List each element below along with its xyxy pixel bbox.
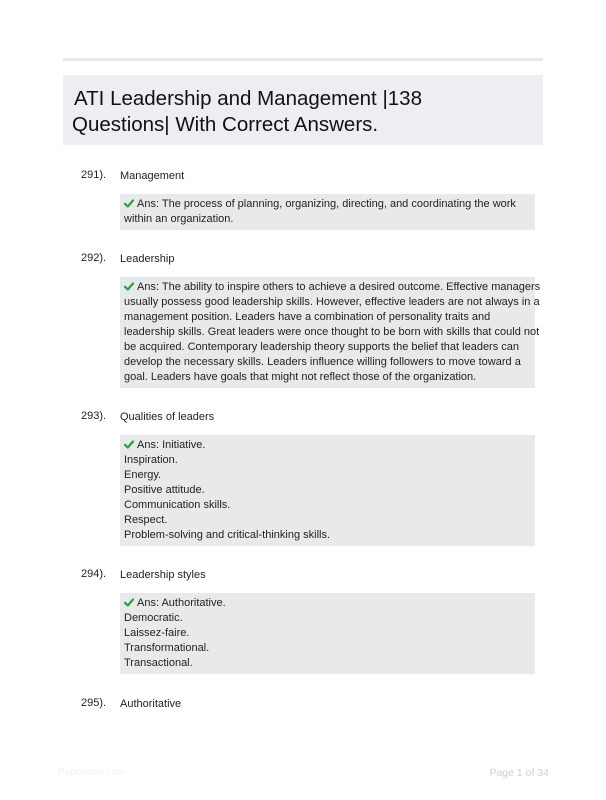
question-number: 293). <box>81 410 107 422</box>
answer-line: leadership skills. Great leaders were once thought to be born with skills that could not <box>124 326 540 338</box>
answer-line: Inspiration. <box>124 454 178 466</box>
answer-box <box>120 277 541 388</box>
document-title-line-1: ATI Leadership and Management |138 <box>74 87 422 110</box>
answer-box <box>120 435 535 546</box>
question-term: Qualities of leaders <box>120 411 215 423</box>
question-row <box>81 567 535 589</box>
question-term: Authoritative <box>120 698 182 710</box>
answer-line: Positive attitude. <box>124 484 205 496</box>
answer-line: within an organization. <box>124 213 234 225</box>
question-block <box>81 696 535 718</box>
answer-line: Ans: Initiative. <box>124 438 531 453</box>
check-icon <box>124 440 134 449</box>
answer-line: develop the necessary skills. Leaders influence willing followers to move toward a <box>124 356 521 368</box>
answer-box <box>120 194 535 230</box>
top-divider <box>63 58 543 61</box>
answer-line: goal. Leaders have goals that might not reflect those of the organization. <box>124 371 477 383</box>
answer-line: Communication skills. <box>124 499 231 511</box>
check-icon <box>124 199 134 208</box>
question-block <box>81 567 535 674</box>
answer-line: Problem-solving and critical-thinking skills. <box>124 529 331 541</box>
answer-line: Respect. <box>124 514 168 526</box>
question-row <box>81 168 535 190</box>
answer-line: Ans: Authoritative. <box>124 596 531 611</box>
answer-line: Ans: The process of planning, organizing, directing, and coordinating the work <box>124 197 531 212</box>
answer-line: usually possess good leadership skills. However, effective leaders are not always in a <box>124 296 540 308</box>
question-row <box>81 409 535 431</box>
answer-line: Transactional. <box>124 657 193 669</box>
answer-line: management position. Leaders have a combination of personality traits and <box>124 311 491 323</box>
question-term: Leadership styles <box>120 569 206 581</box>
answer-line: Laissez-faire. <box>124 627 190 639</box>
footer-watermark: Paperlibre.com <box>58 767 126 778</box>
question-number: 291). <box>81 169 107 181</box>
question-row <box>81 251 535 273</box>
question-block <box>81 251 541 388</box>
answer-line: Ans: The ability to inspire others to achieve a desired outcome. Effective managers <box>124 280 531 295</box>
answer-line: Energy. <box>124 469 162 481</box>
question-block <box>81 409 535 546</box>
document-title-line-2: Questions| With Correct Answers. <box>72 113 379 136</box>
question-number: 295). <box>81 697 107 709</box>
page-indicator: Page 1 of 34 <box>489 767 549 779</box>
question-number: 294). <box>81 568 107 580</box>
answer-line: be acquired. Contemporary leadership theory supports the belief that leaders can <box>124 341 520 353</box>
answer-line: Transformational. <box>124 642 210 654</box>
check-icon <box>124 598 134 607</box>
answer-box <box>120 593 535 674</box>
answer-line: Democratic. <box>124 612 183 624</box>
question-block <box>81 168 535 230</box>
question-number: 292). <box>81 252 107 264</box>
question-row <box>81 696 535 718</box>
document-title-box <box>63 75 543 145</box>
question-term: Leadership <box>120 253 175 265</box>
check-icon <box>124 282 134 291</box>
question-term: Management <box>120 170 185 182</box>
